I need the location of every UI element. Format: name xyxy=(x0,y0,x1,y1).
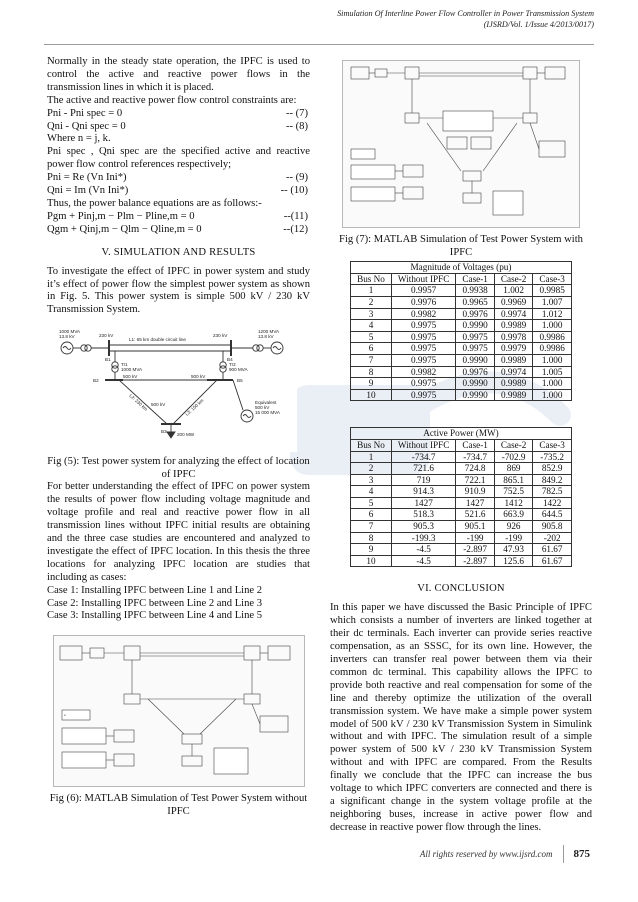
line-l2-label: L2: 230 km xyxy=(128,393,149,413)
figure-6-caption: Fig (6): MATLAB Simulation of Test Power System without IPFC xyxy=(49,793,308,817)
table-cell: 1.000 xyxy=(533,389,572,401)
line-l3-label: L3: 150 km xyxy=(184,398,205,417)
paragraph-where: Where n = j, k. xyxy=(47,133,111,145)
equation-7-ref: -- (7) xyxy=(285,107,308,119)
table-cell: 926 xyxy=(494,521,533,533)
table-cell: 0.9989 xyxy=(494,389,533,401)
equation-7-text: Pni - Pni spec = 0 xyxy=(47,107,123,119)
equation-9-text: Pni = Re (Vn Ini*) xyxy=(47,172,127,184)
table-cell: 910.9 xyxy=(456,486,495,498)
left-column xyxy=(47,56,310,819)
table-cell: 61.67 xyxy=(533,555,572,567)
table-cell: 644.5 xyxy=(533,509,572,521)
table-1-title: Magnitude of Voltages (pu) xyxy=(351,262,572,274)
table-cell: 1 xyxy=(351,285,392,297)
table-cell: -199.3 xyxy=(391,532,455,544)
table-cell: 1.002 xyxy=(494,285,533,297)
tr2-rating-label: 900 MVA xyxy=(229,367,248,373)
equation-11-ref: --(11) xyxy=(283,210,308,222)
header-title: Simulation Of Interline Power Flow Controller in Power Transmission System xyxy=(337,9,594,18)
tr1-rating-label: 1000 MVA xyxy=(121,367,143,373)
table-cell: 905.8 xyxy=(533,521,572,533)
table-cell: -734.7 xyxy=(391,451,455,463)
table-cell: 1.007 xyxy=(533,296,572,308)
case-3: Case 3: Installing IPFC between Line 4 and Line 5 xyxy=(47,610,263,622)
table-2-header-case2: Case-2 xyxy=(494,439,533,451)
figure-7-simulink xyxy=(342,60,580,228)
table-row xyxy=(351,555,572,567)
table-cell: -199 xyxy=(494,532,533,544)
kv230-right-label: 230 kV xyxy=(213,333,228,339)
table-cell: -202 xyxy=(533,532,572,544)
header-rule xyxy=(44,44,594,45)
table-cell: 0.9989 xyxy=(494,320,533,332)
table-cell: 1412 xyxy=(494,497,533,509)
paragraph-intro: Normally in the steady state operation, the IPFC is used to control the active and reactive power flows in the transmission lines in which it is placed. xyxy=(47,56,310,93)
equation-9 xyxy=(47,172,310,185)
table-row xyxy=(351,474,572,486)
figure-5-diagram xyxy=(57,324,297,452)
table-cell: -735.2 xyxy=(533,451,572,463)
table-cell: 0.9982 xyxy=(391,366,455,378)
table-cell: 0.9989 xyxy=(494,354,533,366)
table-cell: 6 xyxy=(351,509,392,521)
table-cell: 0.9975 xyxy=(391,343,455,355)
table-cell: 905.1 xyxy=(456,521,495,533)
table-cell: 7 xyxy=(351,354,392,366)
table-row xyxy=(351,544,572,556)
table-cell: 1.000 xyxy=(533,378,572,390)
table-cell: 8 xyxy=(351,366,392,378)
table-cell: 1.000 xyxy=(533,320,572,332)
table-cell: -199 xyxy=(456,532,495,544)
table-cell: 0.9975 xyxy=(391,378,455,390)
table-cell: 10 xyxy=(351,555,392,567)
right-column xyxy=(330,56,592,835)
equation-12-ref: --(12) xyxy=(283,223,308,235)
table-1-header-case2: Case-2 xyxy=(494,273,533,285)
table-cell: 0.9975 xyxy=(391,389,455,401)
table-cell: 0.9978 xyxy=(494,331,533,343)
table-cell: 0.9986 xyxy=(533,343,572,355)
table-cell: 5 xyxy=(351,331,392,343)
table-cell: 0.9976 xyxy=(391,296,455,308)
equation-10-text: Qni = Im (Vn Ini*) xyxy=(47,185,129,197)
table-cell: 6 xyxy=(351,343,392,355)
table-cell: 0.9975 xyxy=(456,331,495,343)
simulink-model-with-ipfc xyxy=(343,61,579,227)
table-cell: 5 xyxy=(351,497,392,509)
table-cell: -702.9 xyxy=(494,451,533,463)
table-row xyxy=(351,320,572,332)
table-cell: 0.9990 xyxy=(456,378,495,390)
table-cell: 849.2 xyxy=(533,474,572,486)
table-1-header-without: Without IPFC xyxy=(391,273,455,285)
table-cell: 1 xyxy=(351,451,392,463)
page-footer xyxy=(420,845,590,863)
table-cell: 1427 xyxy=(391,497,455,509)
table-1-body xyxy=(351,285,572,401)
table-cell: 518.3 xyxy=(391,509,455,521)
equation-9-ref: -- (9) xyxy=(285,172,308,184)
table-cell: 0.9976 xyxy=(456,366,495,378)
table-row xyxy=(351,532,572,544)
bus-b3-label: B3 xyxy=(161,429,167,435)
table-cell: 47.93 xyxy=(494,544,533,556)
figure-6-simulink xyxy=(53,635,305,787)
tr2-label: Tr2 xyxy=(229,362,236,368)
tr1-label: Tr1 xyxy=(121,362,128,368)
equivalent-label: Equivalent xyxy=(255,400,277,406)
figure-5-caption: Fig (5): Test power system for analyzing the effect of location of IPFC xyxy=(47,456,310,480)
table-row xyxy=(351,296,572,308)
table-row xyxy=(351,486,572,498)
table-cell: 0.9989 xyxy=(494,378,533,390)
equation-11 xyxy=(47,211,310,224)
page-number: 875 xyxy=(563,845,591,863)
table-cell: 0.9975 xyxy=(391,354,455,366)
table-row xyxy=(351,463,572,475)
table-cell: 905.3 xyxy=(391,521,455,533)
equation-12-text: Qgm + Qinj,m − Qlm − Qline,m = 0 xyxy=(47,223,202,235)
sim-block xyxy=(60,646,82,660)
table-row xyxy=(351,521,572,533)
table-2-title: Active Power (MW) xyxy=(351,428,572,440)
running-header xyxy=(337,8,594,30)
table-1-header-case1: Case-1 xyxy=(456,273,495,285)
table-cell: 0.9990 xyxy=(456,354,495,366)
table-cell: 61.67 xyxy=(533,544,572,556)
ipfc-block xyxy=(443,111,493,131)
table-cell: 0.9990 xyxy=(456,320,495,332)
table-cell: 0.9976 xyxy=(456,308,495,320)
table-cell: 0.9938 xyxy=(456,285,495,297)
table-cell: 3 xyxy=(351,474,392,486)
table-cell: 9 xyxy=(351,378,392,390)
table-cell: 125.6 xyxy=(494,555,533,567)
table-2-body xyxy=(351,451,572,567)
src2-kv-label: 13.8 kV xyxy=(258,334,274,340)
kv500-mid-label: 500 kV xyxy=(151,402,166,408)
load-label: 200 MW xyxy=(177,432,195,438)
equation-10 xyxy=(47,185,310,198)
table-cell: 1.000 xyxy=(533,354,572,366)
table-cell: 724.8 xyxy=(456,463,495,475)
table-row xyxy=(351,331,572,343)
paragraph-constraints: The active and reactive power flow control constraints are: xyxy=(47,94,297,106)
table-cell: -2.897 xyxy=(456,555,495,567)
svg-text:●: ● xyxy=(64,713,66,718)
table-cell: 0.9982 xyxy=(391,308,455,320)
section-heading-conclusion: VI. CONCLUSION xyxy=(417,583,505,595)
table-row xyxy=(351,451,572,463)
paragraph-investigate: To investigate the effect of IPFC in power system and study it’s effect of power flow the simplest power system as shown in Fig. 5. This power system is simple 500 kV / 230 kV Transmission System. xyxy=(47,265,310,316)
equation-10-ref: -- (10) xyxy=(280,185,308,197)
table-cell: 0.9979 xyxy=(494,343,533,355)
table-cell: 0.9990 xyxy=(456,389,495,401)
kv500-right-label: 500 kV xyxy=(191,374,206,380)
footer-rights: All rights reserved by www.ijsrd.com xyxy=(419,849,553,859)
bus-b5-label: B5 xyxy=(237,378,243,384)
figure-7-caption: Fig (7): MATLAB Simulation of Test Power System with IPFC xyxy=(339,234,583,258)
table-cell: 521.6 xyxy=(456,509,495,521)
table-cell: 0.9974 xyxy=(494,366,533,378)
table-cell: 721.6 xyxy=(391,463,455,475)
table-cell: 0.9975 xyxy=(391,331,455,343)
table-row xyxy=(351,497,572,509)
table-cell: -2.897 xyxy=(456,544,495,556)
table-cell: 865.1 xyxy=(494,474,533,486)
simulink-model-without-ipfc xyxy=(54,636,304,786)
table-cell: 2 xyxy=(351,463,392,475)
bus-b1-label: B1 xyxy=(105,357,111,363)
table-cell: 0.9975 xyxy=(391,320,455,332)
table-cell: 0.9965 xyxy=(456,296,495,308)
table-2-header-bus: Bus No xyxy=(351,439,392,451)
table-cell: 1.012 xyxy=(533,308,572,320)
table-cell: 852.9 xyxy=(533,463,572,475)
line-l1-label: L1: 65 km double circuit line xyxy=(129,337,186,343)
table-cell: 914.3 xyxy=(391,486,455,498)
table-cell: 1422 xyxy=(533,497,572,509)
paragraph-conclusion: In this paper we have discussed the Basic Principle of IPFC which consists a number of inverters are linked together at their dc terminals. Each inverter can provide series reactive compensation, as an SSSC, for its own line. However, the inverters can transfer real power between them via their common dc terminal. This capability allows the IPFC to provide both reactive and real compensation for some of the line and thereby optimize the utilization of the overall transmission system. We have make a simple power system model of 500 kV / 230 kV Transmission System in Simulink without and with IPFC. The simulation result of a simple power system of 500 kV / 230 kV Transmission System without and with IPFC are compared. From the Results finally we conclude that the IPFC can increase the bus voltage to which IPFC converters are connected and there is a significant change in the system voltage profile at the neighboring buses, increase in active power flow and decrease in reactive power flow through the lines. xyxy=(330,602,592,833)
table-row xyxy=(351,389,572,401)
table-cell: 0.9957 xyxy=(391,285,455,297)
table-cell: 4 xyxy=(351,486,392,498)
table-cell: 1427 xyxy=(456,497,495,509)
table-cell: 7 xyxy=(351,521,392,533)
table-row xyxy=(351,366,572,378)
table-row xyxy=(351,343,572,355)
one-line-diagram xyxy=(57,324,297,452)
equation-8-text: Qni - Qni spec = 0 xyxy=(47,120,126,132)
equation-12 xyxy=(47,224,310,237)
src1-label: 1000 MVA xyxy=(59,329,81,335)
kv500-left-label: 500 kV xyxy=(123,374,138,380)
table-cell: 752.5 xyxy=(494,486,533,498)
table-cell: 719 xyxy=(391,474,455,486)
table-cell: -734.7 xyxy=(456,451,495,463)
table-row xyxy=(351,378,572,390)
case-2: Case 2: Installing IPFC between Line 2 and Line 3 xyxy=(47,597,263,609)
table-1-header-case3: Case-3 xyxy=(533,273,572,285)
table-2-header-case1: Case-1 xyxy=(456,439,495,451)
table-cell: 663.9 xyxy=(494,509,533,521)
table-cell: 10 xyxy=(351,389,392,401)
equivalent-kv-label: 500 kV xyxy=(255,405,270,411)
equation-7 xyxy=(47,108,310,121)
table-cell: 0.9986 xyxy=(533,331,572,343)
kv230-left-label: 230 kV xyxy=(99,333,114,339)
paragraph-references: Pni spec , Qni spec are the specified active and reactive power flow control references respectively; xyxy=(47,146,310,171)
table-cell: 3 xyxy=(351,308,392,320)
table-row xyxy=(351,285,572,297)
voltage-magnitude-table xyxy=(350,261,572,401)
table-2-header-case3: Case-3 xyxy=(533,439,572,451)
table-2-header-without: Without IPFC xyxy=(391,439,455,451)
src2-label: 1200 MVA xyxy=(258,329,280,335)
table-cell: 0.9969 xyxy=(494,296,533,308)
table-cell: -4.5 xyxy=(391,555,455,567)
active-power-table xyxy=(350,427,572,567)
paragraph-understanding: For better understanding the effect of IPFC on power system the results of power flow including voltage magnitude and voltage profile and real and reactive power flow in all transmission lines without IPFC initial results are obtaining and the three case studies are encountered and analyzed to investigate the effect of IPFC location. In this thesis the three locations for analyzing IPFC location are studies that including as cases: xyxy=(47,481,310,583)
table-cell: 2 xyxy=(351,296,392,308)
src1-kv-label: 13.8 kV xyxy=(59,334,75,340)
table-1-header-bus: Bus No xyxy=(351,273,392,285)
equation-8 xyxy=(47,121,310,134)
table-cell: -4.5 xyxy=(391,544,455,556)
table-cell: 4 xyxy=(351,320,392,332)
bus-b2-label: B2 xyxy=(93,378,99,384)
table-cell: 722.1 xyxy=(456,474,495,486)
table-row xyxy=(351,354,572,366)
table-row xyxy=(351,308,572,320)
paragraph-balance: Thus, the power balance equations are as follows:- xyxy=(47,197,262,209)
section-heading-simulation: V. SIMULATION AND RESULTS xyxy=(101,246,256,258)
table-cell: 0.9974 xyxy=(494,308,533,320)
table-cell: 869 xyxy=(494,463,533,475)
table-cell: 1.005 xyxy=(533,366,572,378)
table-cell: 782.5 xyxy=(533,486,572,498)
equation-8-ref: -- (8) xyxy=(285,120,308,132)
case-1: Case 1: Installing IPFC between Line 1 and Line 2 xyxy=(47,584,263,596)
table-cell: 8 xyxy=(351,532,392,544)
equation-11-text: Pgm + Pinj,m − Plm − Pline,m = 0 xyxy=(47,210,195,222)
equivalent-mva-label: 15 000 MVA xyxy=(255,410,280,416)
table-cell: 0.9985 xyxy=(533,285,572,297)
bus-b4-label: B4 xyxy=(227,357,233,363)
table-cell: 9 xyxy=(351,544,392,556)
table-cell: 0.9975 xyxy=(456,343,495,355)
header-journal: (IJSRD/Vol. 1/Issue 4/2013/0017) xyxy=(483,20,594,29)
table-row xyxy=(351,509,572,521)
